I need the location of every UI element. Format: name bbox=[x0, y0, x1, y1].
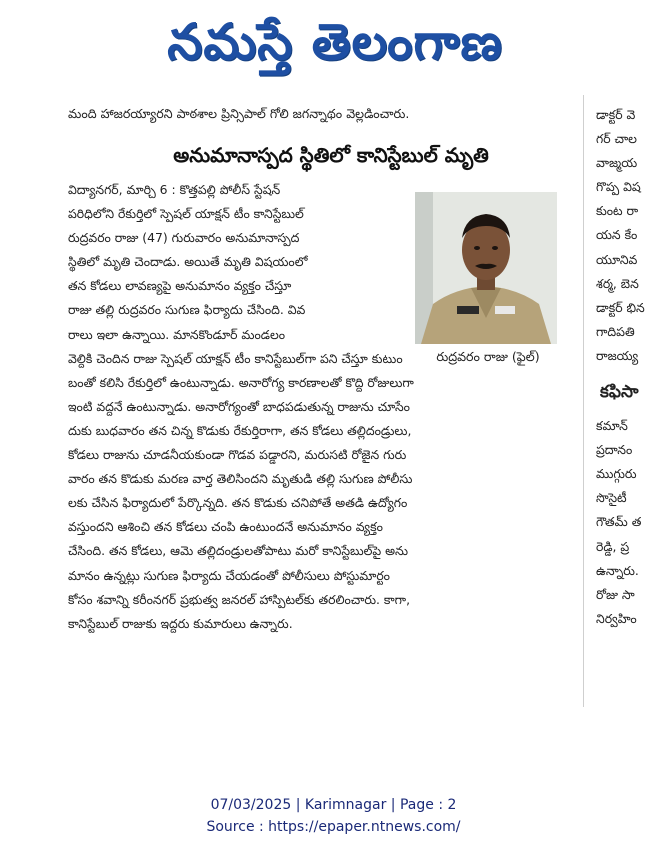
article-line: రుద్రవరం రాజు (47) గురువారం అనుమానాస్పద bbox=[68, 230, 300, 246]
masthead-title: నమస్తే తెలంగాణ bbox=[167, 12, 503, 71]
adjacent-line: గొప్ప విష bbox=[596, 179, 641, 195]
adjacent-line: సొసైటీ bbox=[596, 490, 627, 506]
adjacent-line: ముగ్గురు bbox=[596, 466, 637, 482]
footer-date-edition: 07/03/2025 | Karimnagar | Page : 2 bbox=[210, 797, 457, 813]
article-line: విద్యానగర్, మార్చి 6 : కొత్తపల్లి పోలీస్ స్టేషన్ bbox=[68, 182, 281, 197]
adjacent-line: యన కేం bbox=[596, 227, 638, 243]
adjacent-line: రోజు సా bbox=[596, 586, 635, 602]
adjacent-subheadline: కఫిసా bbox=[600, 382, 639, 403]
adjacent-line: యూనివ bbox=[596, 251, 638, 267]
adjacent-line: కుంట రా bbox=[596, 203, 639, 219]
adjacent-line: గౌతమ్ త bbox=[596, 514, 642, 530]
article-line: రాలు ఇలా ఉన్నాయి. మానకొండూర్ మండలం bbox=[68, 326, 286, 342]
adjacent-line: కమాన్ bbox=[596, 418, 628, 434]
article-line: కానిస్టేబుల్ రాజుకు ఇద్దరు కుమారులు ఉన్నారు. bbox=[68, 615, 293, 631]
article-line: చేసింది. తన కోడలు, ఆమె తల్లిదండ్రులతోపాటు మరో కానిస్టేబుల్‌పై అను bbox=[68, 543, 409, 559]
adjacent-line: డాక్టర్ భిన bbox=[596, 299, 645, 315]
article-line: ఇంటి వద్దనే ఉంటున్నాడు. అనారోగ్యంతో బాధపడుతున్న రాజును చూసేం bbox=[68, 398, 410, 414]
adjacent-line: ఉన్నారు. bbox=[596, 562, 639, 578]
footer-source: Source : https://epaper.ntnews.com/ bbox=[206, 819, 461, 835]
article-line: తన కోడలు లావణ్యపై అనుమానం వ్యక్తం చేస్తూ bbox=[68, 278, 292, 294]
adjacent-line: ప్రదానం bbox=[596, 442, 633, 458]
adjacent-line: రాజయ్య bbox=[596, 347, 639, 363]
article-line: వారం తన కొడుకు మరణ వార్త తెలిసిందని మృతుడి తల్లి సుగుణ పోలీసు bbox=[68, 471, 413, 487]
article-line: కోసం శవాన్ని కరీంనగర్ ప్రభుత్వ జనరల్ హాస్పిటల్‌కు తరలించారు. కాగా, bbox=[68, 591, 411, 607]
adjacent-line: గాదిపతి bbox=[596, 323, 635, 339]
constable-photo bbox=[415, 192, 557, 344]
adjacent-line: వాజ్మయ bbox=[596, 155, 638, 171]
photo-caption: రుద్రవరం రాజు (ఫైల్) bbox=[436, 349, 540, 364]
article-headline: అనుమానాస్పద స్థితిలో కానిస్టేబుల్ మృతి bbox=[173, 143, 489, 167]
adjacent-line: శర్మ, బెన bbox=[596, 275, 639, 291]
article-line: స్థితిలో మృతి చెందాడు. అయితే మృతి విషయంలో bbox=[68, 254, 308, 270]
article-line: మానం ఉన్నట్లు సుగుణ ఫిర్యాదు చేయడంతో పోలీసులు పోస్టుమార్టం bbox=[68, 567, 390, 583]
adjacent-line: గర్ చాల bbox=[596, 131, 637, 147]
adjacent-line: నిర్వహిం bbox=[596, 610, 637, 626]
article-line: బంతో కలిసి రేకుర్తిలో ఉంటున్నాడు. అనారోగ్య కారణాలతో కొద్ది రోజులుగా bbox=[68, 374, 414, 390]
article-line: రాజు తల్లి రుద్రవరం సుగుణ ఫిర్యాదు చేసింది. వివ bbox=[68, 302, 306, 318]
adjacent-line: డాక్టర్ వె bbox=[596, 107, 636, 122]
column-divider bbox=[583, 95, 584, 707]
article-line: కోడలు రాజును చూడనీయకుండా గొడవ పడ్డారని, మరుసటి రోజైన గురు bbox=[68, 447, 407, 463]
adjacent-column bbox=[596, 103, 667, 631]
article-line: దుకు బుధవారం తన చిన్న కొడుకు రేకుర్తిరాగా, తన కోడలు తల్లిదండ్రులు, bbox=[68, 422, 412, 438]
article-line: వెల్దికి చెందిన రాజు స్పెషల్ యాక్షన్ టీం కానిస్టేబుల్‌గా పని చేస్తూ కుటుం bbox=[68, 350, 403, 366]
article-line: పరిధిలోని రేకుర్తిలో స్పెషల్ యాక్షన్ టీం కానిస్టేబుల్ bbox=[68, 206, 304, 222]
article-line: వస్తుందని ఆశించి తన కోడలు చంపి ఉంటుందనే అనుమానం వ్యక్తం bbox=[68, 519, 383, 535]
previous-article-tail: మంది హాజరయ్యారని పాఠశాల ప్రిన్సిపాల్ గోలి జగన్నాథం వెల్లడించారు. bbox=[68, 106, 410, 121]
adjacent-line: రెడ్డి, ప్ర bbox=[596, 538, 630, 554]
article-line: లకు చేసిన ఫిర్యాదులో పేర్కొన్నది. తన కొడుకు చనిపోతే అతడి ఉద్యోగం bbox=[68, 495, 408, 511]
